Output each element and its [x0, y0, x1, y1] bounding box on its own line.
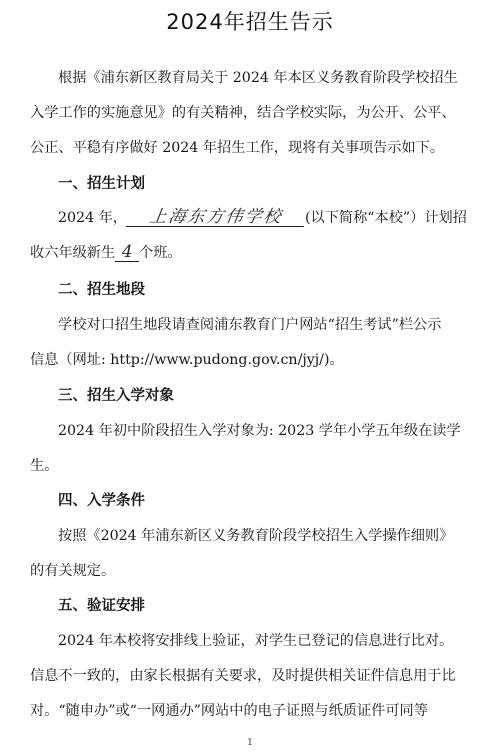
intro-line-1: 根据《浦东新区教育局关于 2024 年本区义务教育阶段学校招生 [58, 70, 458, 86]
section1-line1-prefix: 2024 年， [58, 210, 127, 226]
section3-line-1: 2024 年初中阶段招生入学对象为: 2023 学年小学五年级在读学 [58, 423, 461, 439]
section1-line2-prefix: 收六年级新生 [30, 245, 116, 261]
section5-line-3: 对。“随申办”或“一网通办”网站中的电子证照与纸质证件可同等 [30, 703, 428, 719]
section1-line-2 [30, 243, 474, 263]
section4-line-1: 按照《2024 年浦东新区义务教育阶段学校招生入学操作细则》 [58, 528, 454, 544]
section2-line-1: 学校对口招生地段请查阅浦东教育门户网站“招生考试”栏公示 [58, 317, 442, 333]
section2-heading: 二、招生地段 [58, 282, 145, 298]
section4-line-2: 的有关规定。 [30, 563, 116, 579]
intro-line-3: 公正、平稳有序做好 2024 年招生工作，现将有关事项告示如下。 [30, 140, 445, 156]
page-number: 1 [247, 738, 253, 748]
handwritten-class-count: 4 [115, 243, 139, 262]
section1-heading: 一、招生计划 [58, 176, 145, 192]
section4-heading: 四、入学条件 [58, 493, 145, 509]
handwritten-school-name: 上海东方伟学校 [126, 208, 307, 227]
section1-line2-suffix: 个班。 [139, 245, 182, 261]
intro-line-2: 入学工作的实施意见》的有关精神，结合学校实际，为公开、公平、 [30, 105, 456, 121]
section5-heading: 五、验证安排 [58, 598, 145, 614]
section5-line-2: 信息不一致的，由家长根据有关要求，及时提供相关证件信息用于比 [30, 668, 456, 684]
section1-line-1 [58, 208, 474, 228]
section5-line-1: 2024 年本校将安排线上验证，对学生已登记的信息进行比对。 [58, 633, 454, 649]
section3-line-2: 生。 [30, 458, 59, 474]
section3-heading: 三、招生入学对象 [58, 388, 174, 404]
section1-line1-suffix: (以下简称“本校”）计划招 [305, 210, 467, 226]
page-title: 2024年招生告示 [166, 10, 334, 34]
section2-line-2: 信息（网址: http://www.pudong.gov.cn/jyj/)。 [30, 352, 344, 368]
